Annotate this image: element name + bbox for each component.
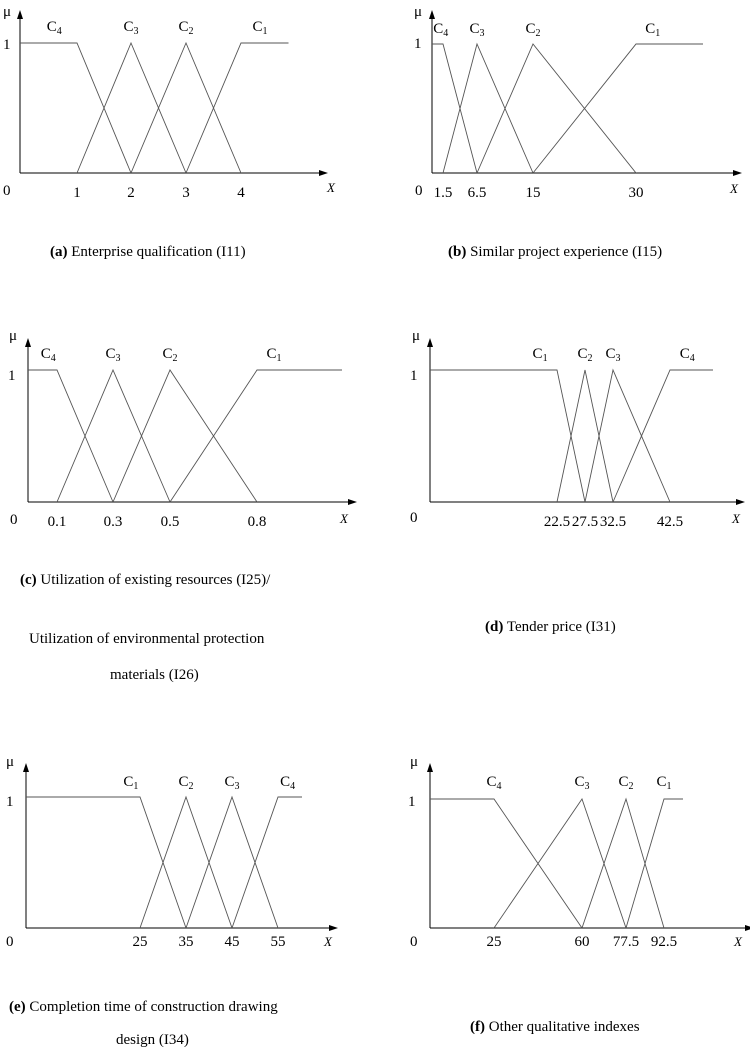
panel-c <box>8 328 357 530</box>
x-axis-label: X <box>734 934 742 949</box>
panel-b <box>414 4 742 201</box>
series-line-c4 <box>232 797 302 928</box>
series-line-c3 <box>585 370 670 502</box>
series-label-c4: $C_4$ <box>679 346 695 364</box>
x-tick-label: 92.5 <box>650 934 678 950</box>
y-tick-label: 1 <box>3 37 11 53</box>
x-tick-label: 42.5 <box>656 514 684 530</box>
series-line-c1 <box>533 44 703 173</box>
caption-letter: (f) <box>470 1019 485 1035</box>
origin-label: 0 <box>415 183 423 199</box>
caption-text: Other qualitative indexes <box>485 1019 640 1035</box>
series-line-c3 <box>443 44 533 173</box>
origin-label: 0 <box>6 934 14 950</box>
origin-label: 0 <box>10 512 18 528</box>
x-tick-label: 2 <box>127 185 135 201</box>
y-tick-label: 1 <box>6 794 14 810</box>
y-axis-arrow-icon <box>25 338 31 347</box>
origin-label: 0 <box>410 510 418 526</box>
series-label-c4: $C_4$ <box>46 19 62 37</box>
x-axis-arrow-icon <box>329 925 338 931</box>
x-tick-label: 1 <box>73 185 81 201</box>
x-tick-label: 4 <box>237 185 245 201</box>
y-axis-arrow-icon <box>429 10 435 19</box>
series-label-c2: $C_2$ <box>577 346 593 364</box>
caption-letter: (d) <box>485 619 504 635</box>
panel-e <box>6 754 338 950</box>
y-axis-label: μ <box>410 754 419 770</box>
x-tick-label: 25 <box>132 934 148 950</box>
series-label-c4: $C_4$ <box>486 774 502 792</box>
caption-text: design (I34) <box>116 1032 189 1048</box>
series-label-c3: $C_3$ <box>224 774 240 792</box>
x-tick-label: 45 <box>224 934 240 950</box>
x-tick-label: 15 <box>525 185 541 201</box>
caption-text: materials (I26) <box>110 667 199 683</box>
series-label-c3: $C_3$ <box>605 346 621 364</box>
series-line-c2 <box>477 44 636 173</box>
caption-letter: (c) <box>20 572 37 588</box>
x-axis-arrow-icon <box>319 170 328 176</box>
series-label-c2: $C_2$ <box>162 346 178 364</box>
caption-text: Completion time of construction drawing <box>25 999 278 1015</box>
series-line-c1 <box>626 799 683 928</box>
caption-e <box>9 998 278 1016</box>
series-line-c2 <box>131 43 241 173</box>
y-axis-arrow-icon <box>17 10 23 19</box>
x-tick-label: 0.3 <box>103 514 123 530</box>
series-label-c4: $C_4$ <box>433 21 449 39</box>
x-tick-label: 25 <box>486 934 502 950</box>
y-axis-arrow-icon <box>23 763 29 772</box>
caption-c <box>20 571 270 589</box>
series-label-c3: $C_3$ <box>469 21 485 39</box>
panel-d <box>410 328 745 530</box>
series-label-c2: $C_2$ <box>618 774 634 792</box>
series-line-c3 <box>494 799 626 928</box>
caption-text: Enterprise qualification (I11) <box>67 244 246 260</box>
series-line-c2 <box>582 799 664 928</box>
caption-f <box>470 1018 640 1036</box>
y-axis-label: μ <box>9 328 18 344</box>
series-line-c1 <box>26 797 186 928</box>
caption-e-line2 <box>116 1031 189 1049</box>
y-axis-arrow-icon <box>427 763 433 772</box>
caption-text: Similar project experience (I15) <box>466 244 663 260</box>
series-label-c1: $C_1$ <box>532 346 548 364</box>
caption-a <box>50 243 246 261</box>
panel-a <box>3 4 336 201</box>
x-tick-label: 0.1 <box>47 514 67 530</box>
caption-letter: (b) <box>448 244 467 260</box>
series-label-c4: $C_4$ <box>40 346 56 364</box>
y-tick-label: 1 <box>8 368 16 384</box>
y-tick-label: 1 <box>408 794 416 810</box>
caption-b <box>448 243 662 261</box>
caption-c-line2 <box>29 630 264 648</box>
caption-letter: (a) <box>50 244 68 260</box>
x-tick-label: 30 <box>628 185 644 201</box>
y-axis-label: μ <box>414 4 423 20</box>
series-line-c1 <box>430 370 585 502</box>
series-label-c1: $C_1$ <box>123 774 139 792</box>
panel-f <box>408 754 750 950</box>
x-axis-arrow-icon <box>745 925 750 931</box>
y-tick-label: 1 <box>414 36 422 52</box>
y-axis-arrow-icon <box>427 338 433 347</box>
origin-label: 0 <box>410 934 418 950</box>
series-line-c4 <box>613 370 713 502</box>
origin-label: 0 <box>3 183 11 199</box>
series-line-c4 <box>20 43 131 173</box>
x-axis-arrow-icon <box>733 170 742 176</box>
x-axis-label: X <box>324 934 332 949</box>
series-label-c3: $C_3$ <box>105 346 121 364</box>
series-line-c4 <box>28 370 113 502</box>
series-label-c2: $C_2$ <box>178 774 194 792</box>
caption-text: Tender price (I31) <box>503 619 616 635</box>
y-axis-label: μ <box>412 328 421 344</box>
series-label-c4: $C_4$ <box>280 774 296 792</box>
x-axis-arrow-icon <box>348 499 357 505</box>
x-tick-label: 3 <box>182 185 190 201</box>
x-axis-label: X <box>327 180 335 195</box>
x-tick-label: 60 <box>574 934 590 950</box>
series-line-c4 <box>432 44 477 173</box>
caption-letter: (e) <box>9 999 26 1015</box>
caption-text: Utilization of existing resources (I25)/ <box>36 572 271 588</box>
series-label-c1: $C_1$ <box>266 346 282 364</box>
series-line-c3 <box>186 797 278 928</box>
series-line-c2 <box>140 797 232 928</box>
x-tick-label: 77.5 <box>612 934 640 950</box>
x-tick-label: 27.5 <box>571 514 599 530</box>
series-line-c2 <box>113 370 257 502</box>
x-axis-arrow-icon <box>736 499 745 505</box>
caption-c-line3 <box>110 666 199 684</box>
x-tick-label: 1.5 <box>433 185 453 201</box>
series-label-c3: $C_3$ <box>123 19 139 37</box>
series-line-c3 <box>77 43 186 173</box>
series-label-c1: $C_1$ <box>645 21 661 39</box>
series-label-c1: $C_1$ <box>252 19 268 37</box>
series-label-c2: $C_2$ <box>525 21 541 39</box>
y-axis-label: μ <box>6 754 15 770</box>
series-line-c1 <box>170 370 342 502</box>
x-tick-label: 55 <box>270 934 286 950</box>
x-axis-label: X <box>340 511 348 526</box>
x-tick-label: 6.5 <box>467 185 487 201</box>
series-line-c4 <box>430 799 582 928</box>
y-axis-label: μ <box>3 4 12 20</box>
y-tick-label: 1 <box>410 368 418 384</box>
x-axis-label: X <box>732 511 740 526</box>
series-line-c3 <box>57 370 170 502</box>
x-tick-label: 32.5 <box>599 514 627 530</box>
x-tick-label: 0.8 <box>247 514 267 530</box>
series-label-c1: $C_1$ <box>656 774 672 792</box>
x-tick-label: 35 <box>178 934 194 950</box>
series-line-c1 <box>186 43 289 173</box>
series-line-c2 <box>557 370 613 502</box>
caption-d <box>485 618 616 636</box>
x-axis-label: X <box>730 181 738 196</box>
x-tick-label: 0.5 <box>160 514 180 530</box>
caption-text: Utilization of environmental protection <box>29 631 265 647</box>
series-label-c3: $C_3$ <box>574 774 590 792</box>
x-tick-label: 22.5 <box>543 514 571 530</box>
series-label-c2: $C_2$ <box>178 19 194 37</box>
